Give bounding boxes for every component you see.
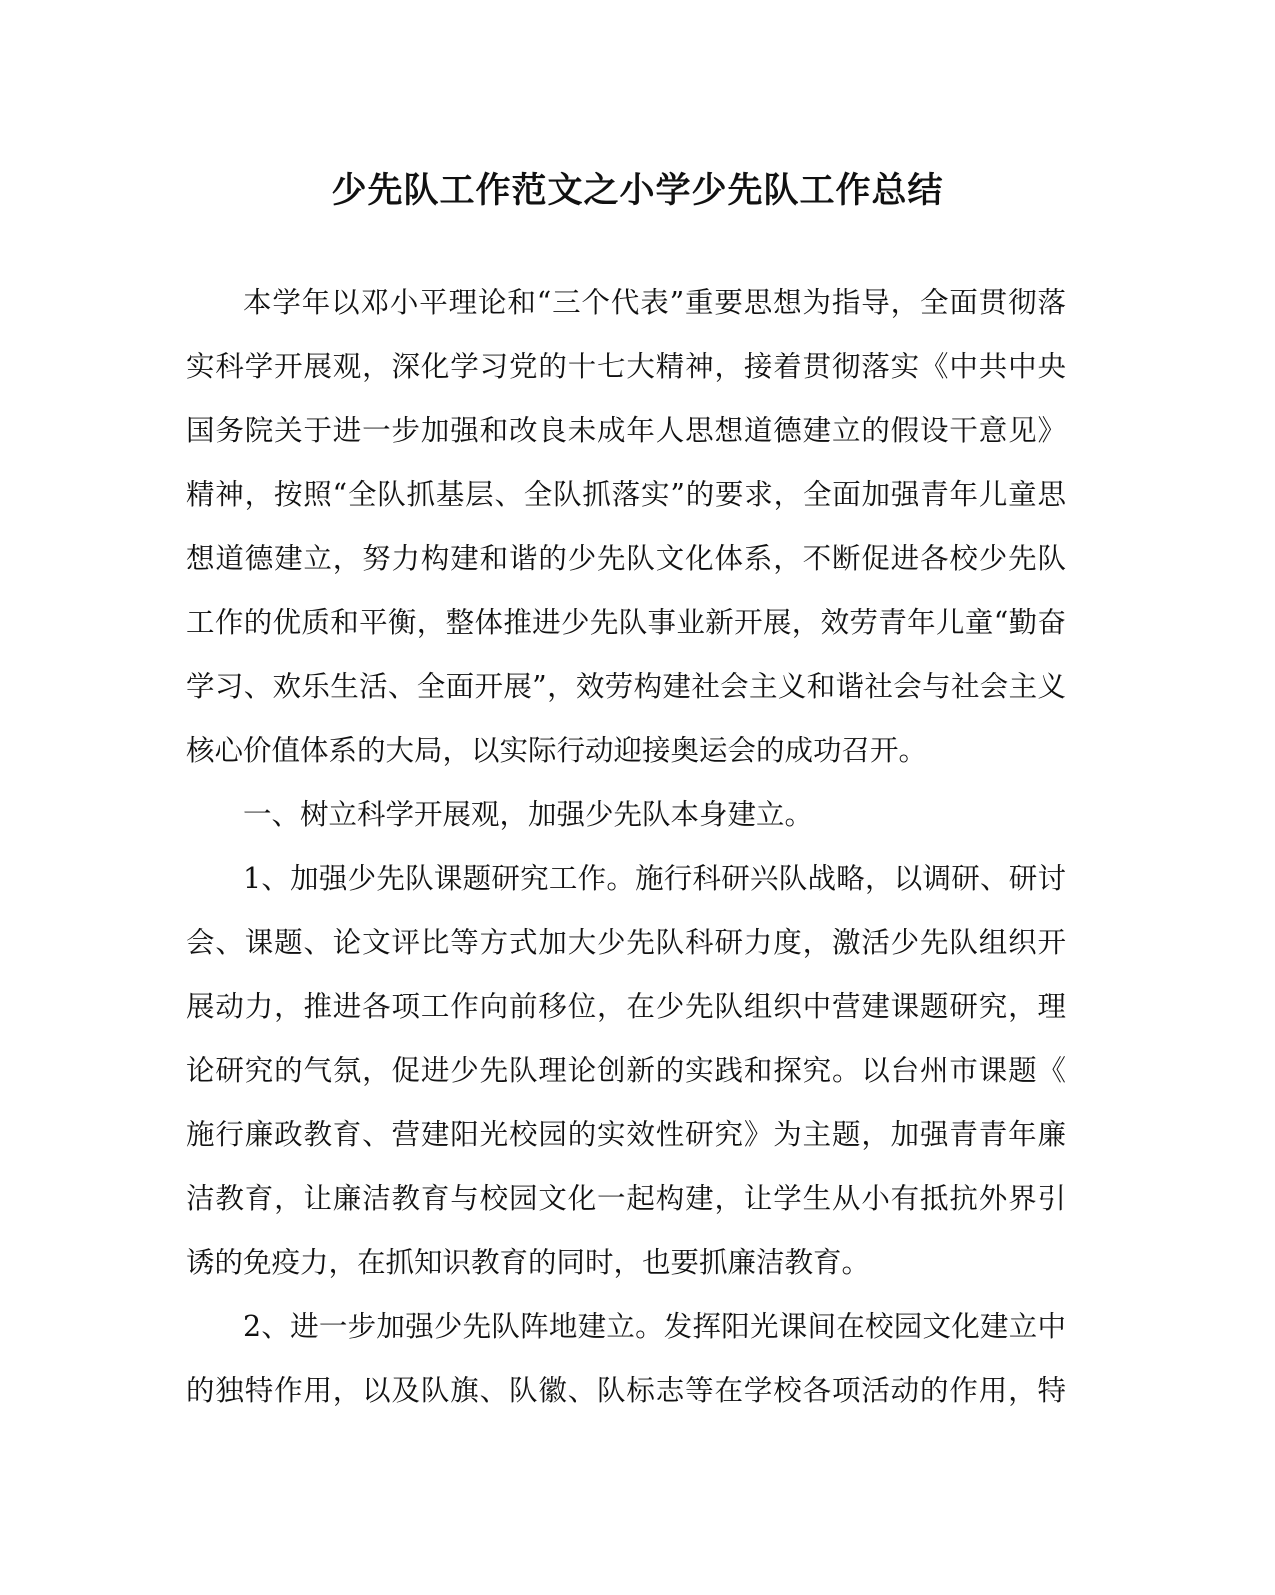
paragraph-4-line-2: 的独特作用，以及队旗、队徽、队标志等在学校各项活动的作用，特 [186, 1374, 1066, 1407]
paragraph-1-line-1: 本学年以邓小平理论和“三个代表”重要思想为指导，全面贯彻落 [243, 286, 1066, 319]
paragraph-1-line-4: 精神，按照“全队抓基层、全队抓落实”的要求，全面加强青年儿童思 [186, 478, 1066, 511]
paragraph-1-line-2: 实科学开展观，深化学习党的十七大精神，接着贯彻落实《中共中央 [186, 350, 1066, 383]
paragraph-1-line-6: 工作的优质和平衡，整体推进少先队事业新开展，效劳青年儿童“勤奋 [186, 606, 1066, 639]
paragraph-3-line-6: 洁教育，让廉洁教育与校园文化一起构建，让学生从小有抵抗外界引 [186, 1182, 1066, 1215]
document-title: 少先队工作范文之小学少先队工作总结 [331, 170, 944, 211]
paragraph-3-line-2: 会、课题、论文评比等方式加大少先队科研力度，激活少先队组织开 [186, 926, 1066, 959]
paragraph-1-line-7: 学习、欢乐生活、全面开展”，效劳构建社会主义和谐社会与社会主义 [186, 670, 1066, 703]
paragraph-3-line-3: 展动力，推进各项工作向前移位，在少先队组织中营建课题研究，理 [186, 990, 1066, 1023]
paragraph-1-line-8: 核心价值体系的大局，以实际行动迎接奥运会的成功召开。 [186, 734, 928, 767]
paragraph-3-line-7: 诱的免疫力，在抓知识教育的同时，也要抓廉洁教育。 [186, 1246, 871, 1279]
paragraph-2-line-1: 一、树立科学开展观，加强少先队本身建立。 [243, 798, 814, 831]
paragraph-3-line-4: 论研究的气氛，促进少先队理论创新的实践和探究。以台州市课题《 [186, 1054, 1066, 1087]
paragraph-1-line-5: 想道德建立，努力构建和谐的少先队文化体系，不断促进各校少先队 [186, 542, 1066, 575]
paragraph-3-line-1: 1、加强少先队课题研究工作。施行科研兴队战略，以调研、研讨 [243, 862, 1066, 895]
paragraph-1-line-3: 国务院关于进一步加强和改良未成年人思想道德建立的假设干意见》 [186, 414, 1066, 447]
paragraph-3-line-5: 施行廉政教育、营建阳光校园的实效性研究》为主题，加强青青年廉 [186, 1118, 1066, 1151]
paragraph-4-line-1: 2、进一步加强少先队阵地建立。发挥阳光课间在校园文化建立中 [243, 1310, 1066, 1343]
